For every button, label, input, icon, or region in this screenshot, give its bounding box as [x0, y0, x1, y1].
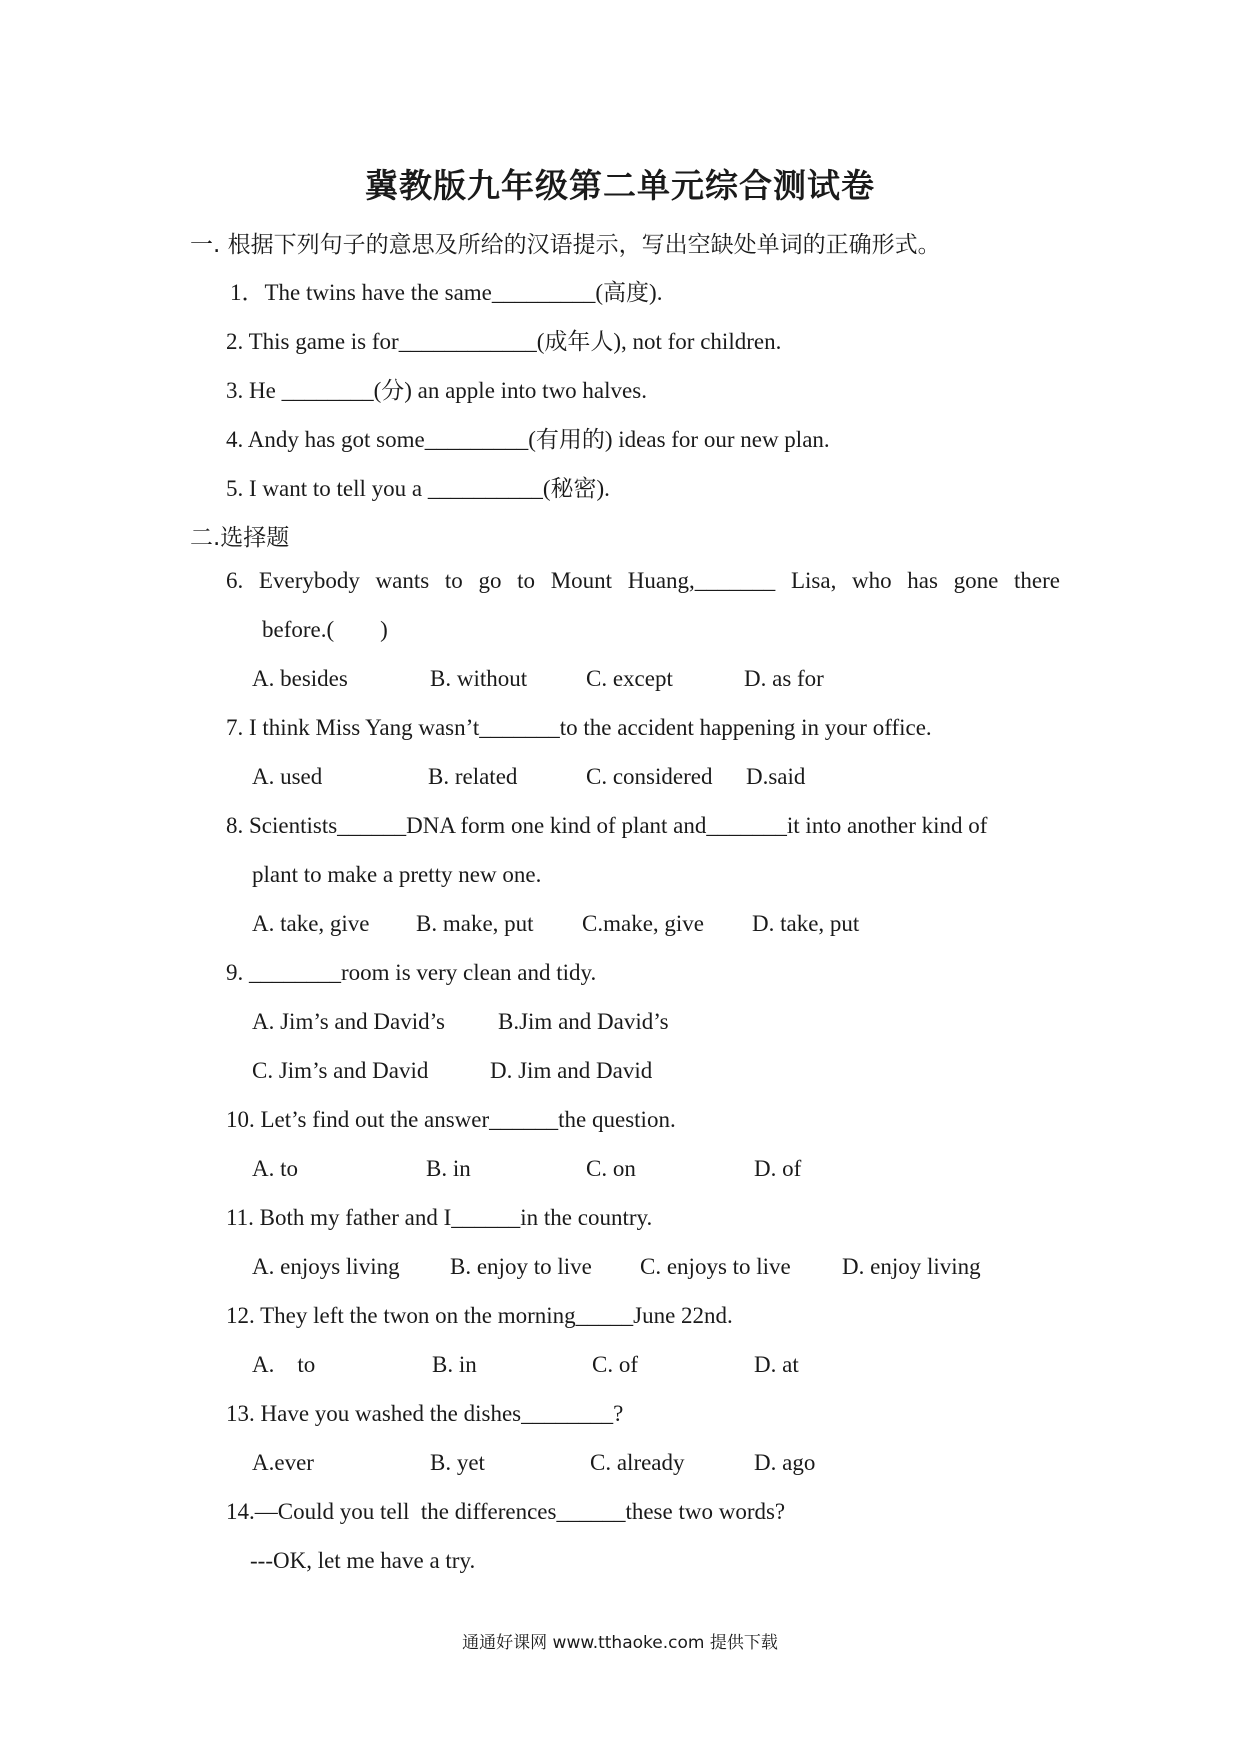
q6-option-b: B. without [430, 666, 528, 691]
q10-stem: 10. Let’s find out the answer______the question. [226, 1107, 676, 1132]
q13-option-b: B. yet [430, 1450, 485, 1475]
q9-option-a: A. Jim’s and David’s [252, 1009, 445, 1034]
q9-option-b: B.Jim and David’s [498, 1009, 669, 1034]
q12-stem: 12. They left the twon on the morning_____June 22nd. [226, 1303, 733, 1328]
q9-options-row2 [252, 1058, 1052, 1088]
q13-option-a: A.ever [252, 1450, 314, 1475]
q12-options [252, 1352, 1052, 1382]
q6-line2: before.( ) [262, 617, 388, 642]
q13-options [252, 1450, 1052, 1480]
q11-option-b: B. enjoy to live [450, 1254, 592, 1279]
q6-line1: 6. Everybody wants to go to Mount Huang,_______ Lisa, who has gone there [226, 568, 1060, 593]
q8-line2: plant to make a pretty new one. [252, 862, 542, 887]
q8-option-b: B. make, put [416, 911, 534, 936]
q12-option-b: B. in [432, 1352, 477, 1377]
q7-options [252, 764, 1052, 794]
q7-option-d: D.said [746, 764, 806, 789]
q14-line2: ---OK, let me have a try. [250, 1548, 476, 1573]
q11-option-d: D. enjoy living [842, 1254, 981, 1279]
q9-option-c: C. Jim’s and David [252, 1058, 429, 1083]
q7-stem: 7. I think Miss Yang wasn’t_______to the accident happening in your office. [226, 715, 932, 740]
q13-option-c: C. already [590, 1450, 685, 1475]
q9-option-d: D. Jim and David [490, 1058, 653, 1083]
q6-option-d: D. as for [744, 666, 824, 691]
q12-option-a: A. to [252, 1352, 316, 1377]
s1-item-2: 2. This game is for____________(成年人), not for children. [226, 329, 782, 354]
q7-option-b: B. related [428, 764, 518, 789]
q14-line1: 14.—Could you tell the differences______these two words? [226, 1499, 786, 1524]
s1-item-3: 3. He ________(分) an apple into two halves. [226, 378, 647, 403]
q8-option-d: D. take, put [752, 911, 860, 936]
s1-item-4: 4. Andy has got some_________(有用的) ideas for our new plan. [226, 427, 830, 452]
q6-option-a: A. besides [252, 666, 348, 691]
footer-source: 通通好课网 www.tthaoke.com 提供下载 [462, 1633, 778, 1653]
q11-option-a: A. enjoys living [252, 1254, 400, 1279]
q10-options [252, 1156, 1052, 1186]
q13-stem: 13. Have you washed the dishes________? [226, 1401, 624, 1426]
q12-option-d: D. at [754, 1352, 799, 1377]
q8-line1: 8. Scientists______DNA form one kind of plant and_______it into another kind of [226, 813, 988, 838]
q11-options [252, 1254, 1052, 1284]
q8-option-c: C.make, give [582, 911, 704, 936]
q9-stem: 9. ________room is very clean and tidy. [226, 960, 597, 985]
section1-heading: 一. 根据下列句子的意思及所给的汉语提示，写出空缺处单词的正确形式。 [190, 232, 941, 258]
q8-options [252, 911, 1052, 941]
q9-options-row1 [252, 1009, 1052, 1039]
q13-option-d: D. ago [754, 1450, 816, 1475]
q11-stem: 11. Both my father and I______in the country. [226, 1205, 653, 1230]
q7-option-a: A. used [252, 764, 323, 789]
s1-item-5: 5. I want to tell you a __________(秘密). [226, 476, 610, 501]
q10-option-b: B. in [426, 1156, 471, 1181]
q7-option-c: C. considered [586, 764, 713, 789]
s1-item-1: 1．The twins have the same_________(高度). [230, 280, 663, 305]
q10-option-d: D. of [754, 1156, 802, 1181]
q8-option-a: A. take, give [252, 911, 370, 936]
q12-option-c: C. of [592, 1352, 638, 1377]
q10-option-c: C. on [586, 1156, 636, 1181]
q6-options [252, 666, 1052, 696]
q6-option-c: C. except [586, 666, 673, 691]
page-title: 冀教版九年级第二单元综合测试卷 [365, 166, 875, 205]
q11-option-c: C. enjoys to live [640, 1254, 791, 1279]
section2-heading: 二.选择题 [190, 525, 290, 551]
q10-option-a: A. to [252, 1156, 298, 1181]
